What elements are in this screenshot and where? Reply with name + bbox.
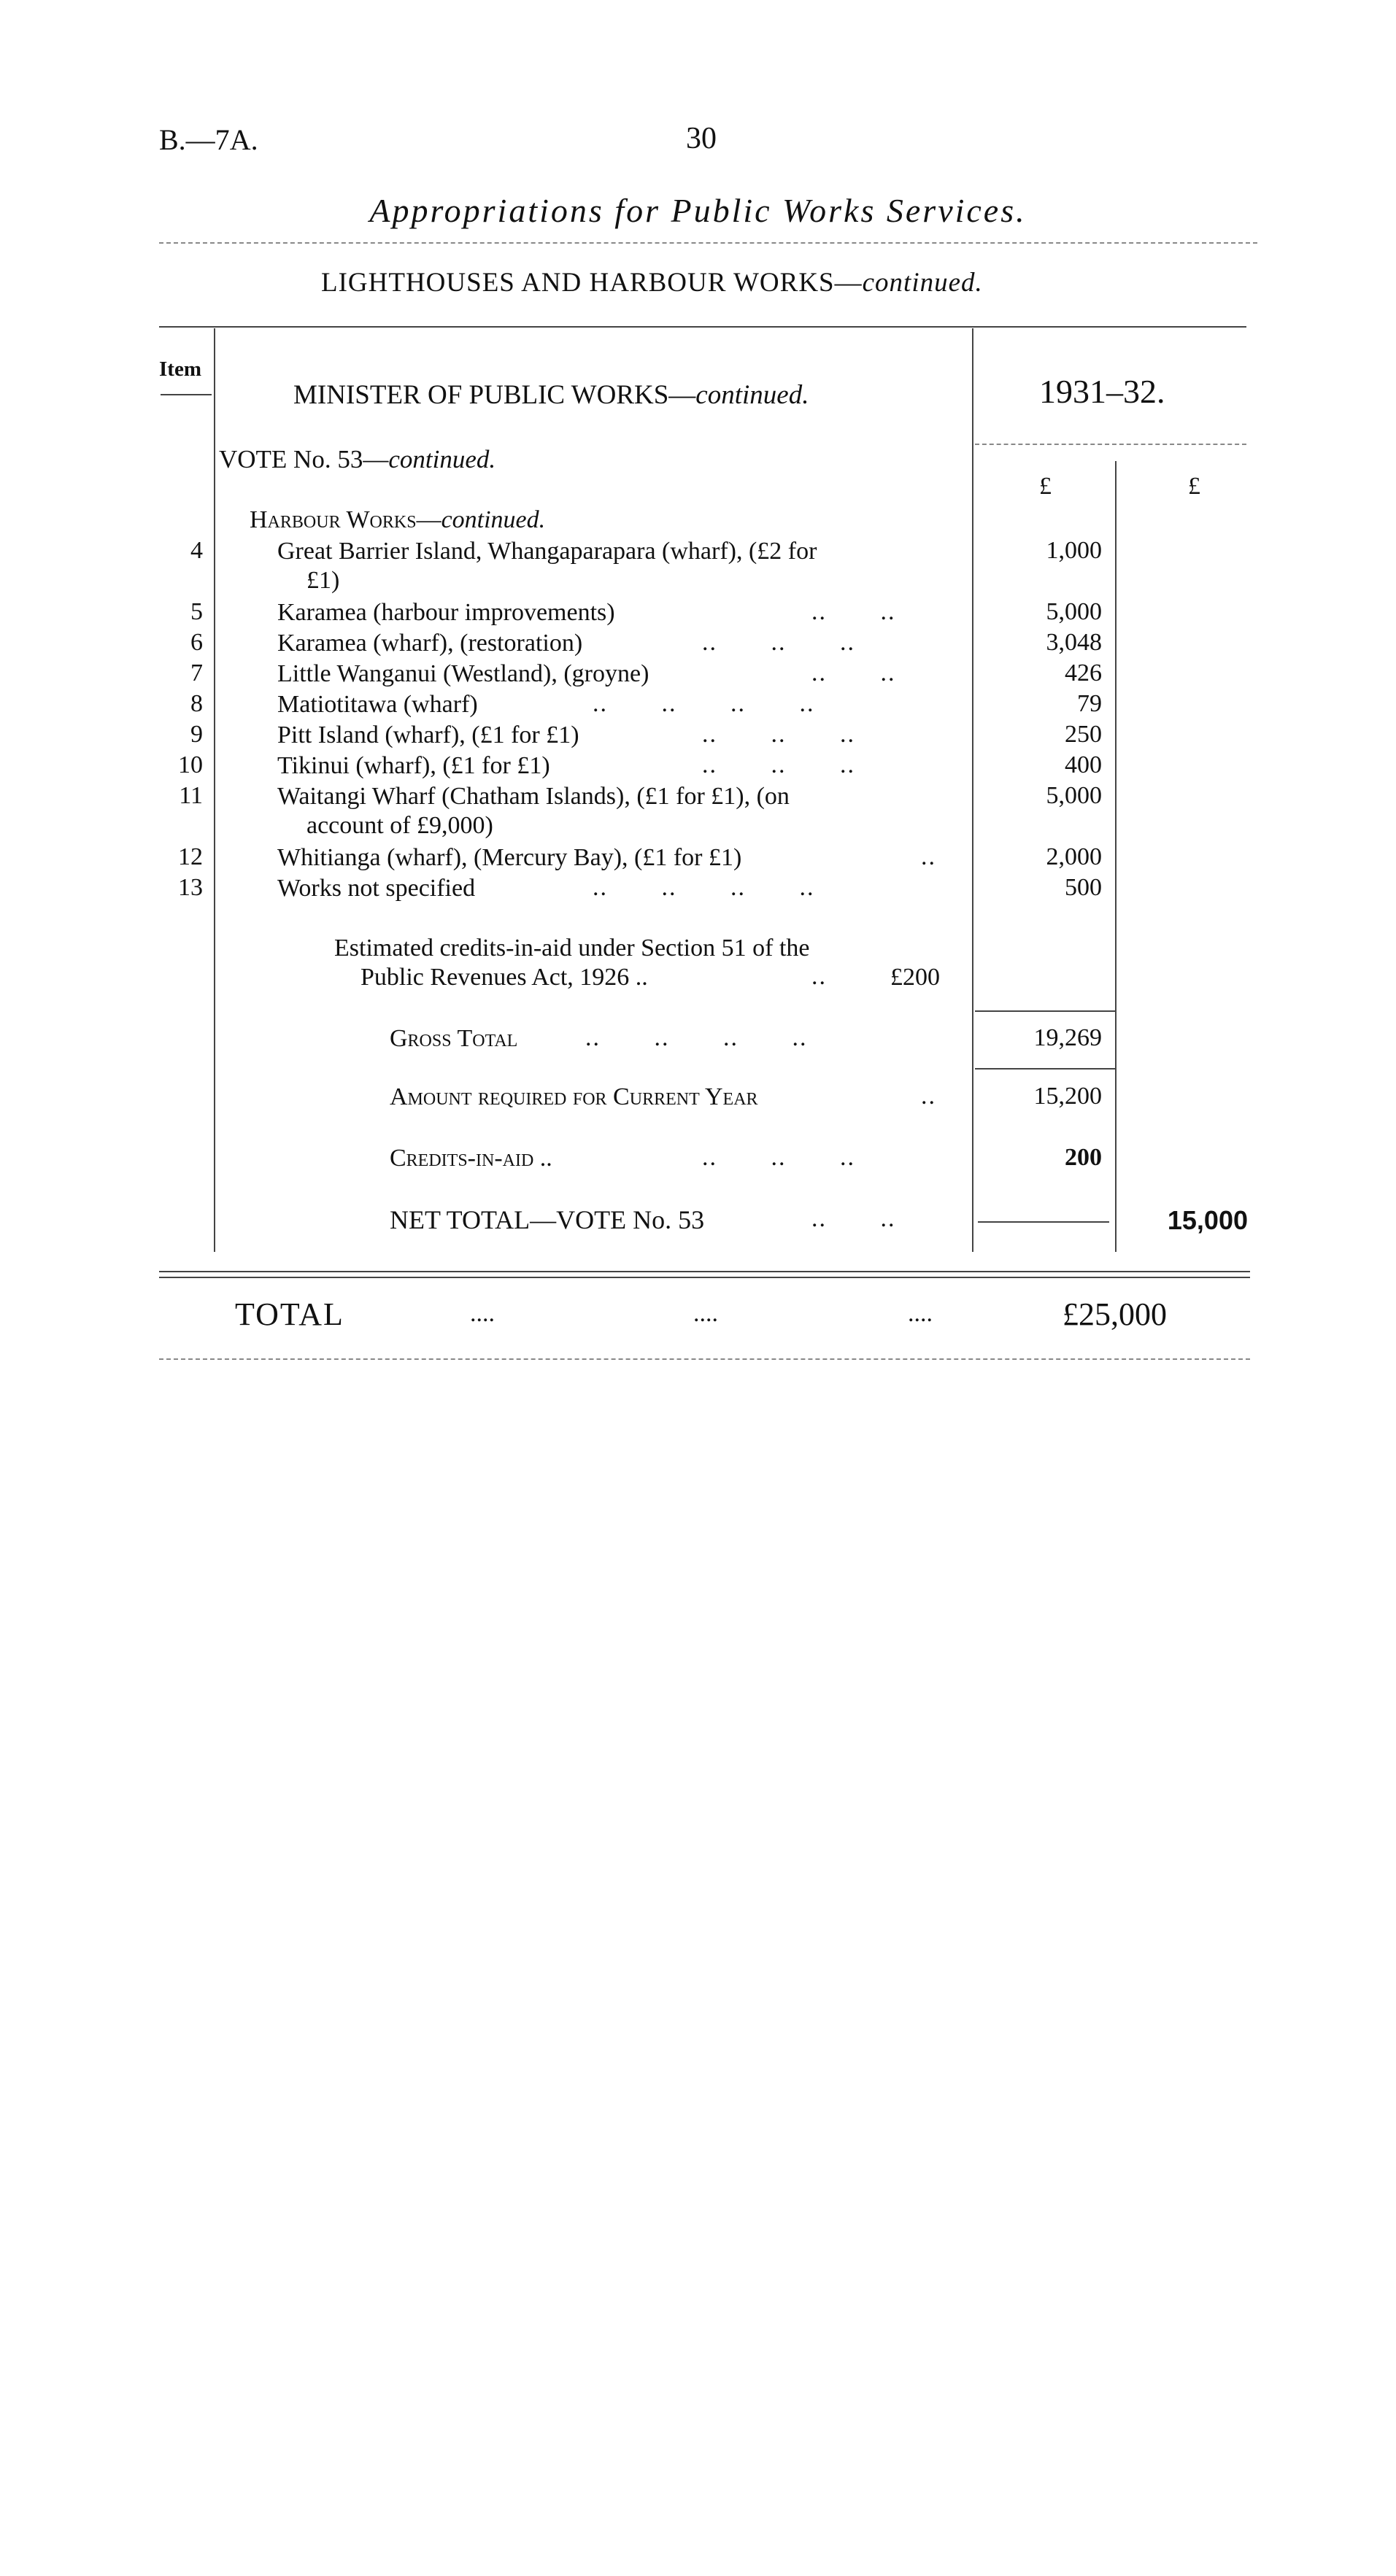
item-number: 5 — [190, 598, 203, 625]
leader-dots: .. .. — [811, 660, 896, 686]
section-heading — [321, 267, 983, 298]
item-header-rule — [161, 394, 212, 395]
gross-total-label: Gross Total — [390, 1025, 518, 1052]
title-rule — [159, 242, 1257, 244]
grand-total-dots-1: .... — [470, 1300, 495, 1327]
table-bottom-rule-1 — [159, 1271, 1250, 1272]
item-number: 9 — [190, 721, 203, 748]
section-continued: continued. — [862, 268, 983, 298]
item-amount: 79 — [1077, 690, 1102, 717]
credits-note-dots: .. — [811, 963, 827, 990]
item-description: Waitangi Wharf (Chatham Islands), (£1 for £1), (on — [277, 783, 790, 810]
item-amount: 250 — [1065, 721, 1102, 748]
item-amount: 500 — [1065, 874, 1102, 901]
total-column-rule — [1115, 461, 1117, 1252]
amount-required-label: Amount required for Current Year — [390, 1083, 758, 1110]
amount-required-value: 15,200 — [1033, 1083, 1102, 1110]
item-description: Works not specified — [277, 875, 476, 902]
item-column-header: Item — [159, 357, 201, 381]
minister-heading — [293, 379, 809, 411]
item-amount: 5,000 — [1046, 598, 1102, 625]
item-number: 4 — [190, 537, 203, 564]
vote-continued: continued. — [388, 445, 496, 473]
credits-in-aid-label: Credits-in-aid .. — [390, 1145, 552, 1172]
grand-total-value: £25,000 — [1063, 1296, 1167, 1332]
ref-prefix: B.—7 — [159, 123, 230, 156]
grand-total-label: TOTAL — [235, 1296, 344, 1332]
page-number: 30 — [686, 122, 717, 155]
minister-label: MINISTER OF PUBLIC WORKS— — [293, 380, 696, 410]
leader-dots: .. .. .. — [702, 751, 855, 778]
item-number: 6 — [190, 629, 203, 656]
net-total-label: NET TOTAL—VOTE No. 53 — [390, 1205, 705, 1234]
vote-label: VOTE No. 53— — [219, 445, 389, 473]
credits-note-amount: £200 — [890, 964, 940, 991]
item-number: 8 — [190, 690, 203, 717]
grand-total-dots-3: .... — [908, 1300, 933, 1327]
item-description: Karamea (wharf), (restoration) — [277, 630, 583, 657]
section-label: LIGHTHOUSES AND HARBOUR WORKS— — [321, 268, 863, 298]
item-amount: 1,000 — [1046, 537, 1102, 564]
leader-dots: .. .. .. .. — [593, 874, 815, 901]
item-amount: 5,000 — [1046, 782, 1102, 809]
item-amount: 2,000 — [1046, 843, 1102, 870]
page-title: Appropriations for Public Works Services. — [369, 192, 1027, 229]
item-number: 7 — [190, 660, 203, 686]
leader-dots: .. .. .. .. — [593, 690, 815, 717]
item-amount: 426 — [1065, 660, 1102, 686]
item-number: 13 — [178, 874, 203, 901]
gross-total-bottom-rule — [975, 1068, 1115, 1070]
item-number: 10 — [178, 751, 203, 778]
leader-dots: .. .. — [811, 598, 896, 625]
table-top-rule — [159, 326, 1246, 328]
ref-suffix: A. — [229, 123, 258, 156]
currency-symbol-col2: £ — [1188, 473, 1200, 500]
net-total-dash — [978, 1221, 1109, 1223]
gross-total-dots: .. .. .. .. — [585, 1024, 808, 1051]
item-description: Matiotitawa (wharf) — [277, 691, 478, 718]
gross-total-value: 19,269 — [1033, 1024, 1102, 1051]
minister-continued: continued. — [695, 380, 809, 410]
credits-in-aid-value: 200 — [1065, 1144, 1102, 1171]
net-total-value: 15,000 — [1167, 1205, 1248, 1235]
item-description: Karamea (harbour improvements) — [277, 599, 615, 626]
item-description: Little Wanganui (Westland), (groyne) — [277, 660, 649, 687]
item-description: Tikinui (wharf), (£1 for £1) — [277, 752, 550, 779]
item-description: Great Barrier Island, Whangaparapara (wharf), (£2 for — [277, 538, 817, 565]
year-header-rule — [975, 444, 1246, 445]
year-heading: 1931–32. — [1039, 373, 1165, 410]
item-number: 12 — [178, 843, 203, 870]
leader-dots: .. .. .. — [702, 721, 855, 748]
credits-note-line-2: Public Revenues Act, 1926 .. — [360, 964, 648, 991]
table-bottom-rule-2 — [159, 1277, 1250, 1278]
item-column-rule — [214, 328, 215, 1252]
item-description-continued: £1) — [306, 567, 340, 594]
credits-note-line-1: Estimated credits-in-aid under Section 51 of the — [334, 935, 810, 962]
item-amount: 3,048 — [1046, 629, 1102, 656]
item-description-continued: account of £9,000) — [306, 812, 493, 839]
item-description: Pitt Island (wharf), (£1 for £1) — [277, 722, 579, 749]
document-reference — [159, 123, 258, 157]
amount-required-dots: .. — [921, 1083, 936, 1110]
grand-total-dots-2: .... — [693, 1300, 718, 1327]
currency-symbol-col1: £ — [1039, 473, 1052, 500]
net-total-dots: .. .. — [811, 1205, 896, 1232]
subhead-label: Harbour Works— — [250, 506, 441, 533]
subhead-heading — [250, 506, 545, 534]
grand-total-rule — [159, 1358, 1250, 1360]
leader-dots: .. — [921, 843, 936, 870]
item-amount: 400 — [1065, 751, 1102, 778]
subhead-continued: continued. — [441, 506, 546, 533]
item-number: 11 — [179, 782, 203, 809]
vote-heading — [219, 445, 495, 474]
gross-total-top-rule — [975, 1010, 1115, 1012]
credits-in-aid-dots: .. .. .. — [702, 1144, 855, 1171]
leader-dots: .. .. .. — [702, 629, 855, 656]
item-description: Whitianga (wharf), (Mercury Bay), (£1 for £1) — [277, 844, 742, 871]
